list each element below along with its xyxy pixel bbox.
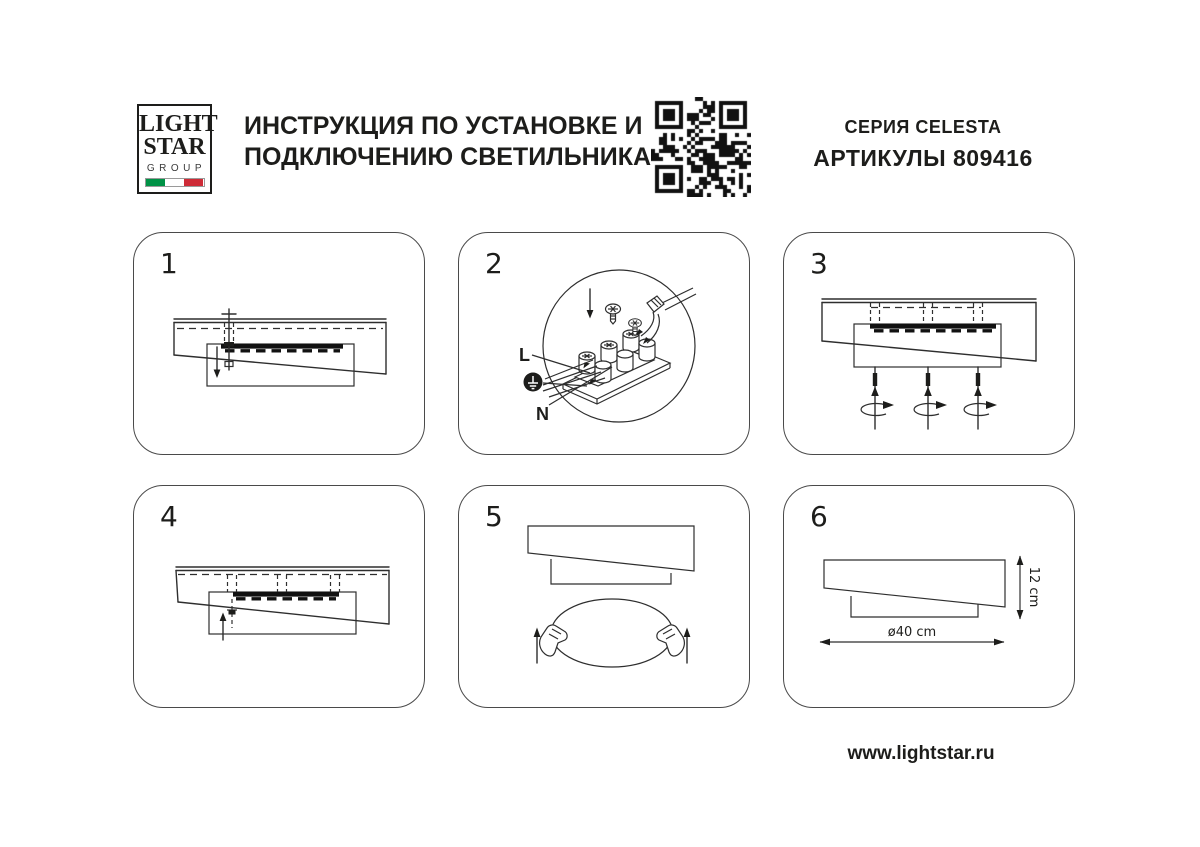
screw-channels — [871, 303, 983, 324]
lamp-body — [824, 560, 1005, 617]
lightstar-logo — [137, 104, 218, 194]
title-line-1: ИНСТРУКЦИЯ ПО УСТАНОВКЕ И — [244, 112, 643, 140]
height-dimension — [1017, 556, 1041, 620]
terminal-block — [563, 330, 670, 404]
logo-light-text: LIGHT — [139, 111, 218, 137]
label-neutral: N — [536, 404, 549, 424]
screw-icon — [974, 367, 982, 429]
diameter-dimension — [820, 625, 1005, 645]
terminal-icon — [601, 341, 617, 363]
step-panel-2 — [458, 232, 750, 455]
logo-group-text: GROUP — [146, 163, 207, 174]
step-number: 2 — [485, 247, 503, 280]
italian-flag-icon — [145, 178, 205, 187]
step-panel-1 — [133, 232, 425, 455]
articles-label: АРТИКУЛЫ 809416 — [813, 145, 1033, 171]
website-url: www.lightstar.ru — [847, 743, 995, 764]
terminal-icon — [617, 350, 633, 372]
screw-icon — [606, 304, 621, 324]
hand-icon — [657, 625, 685, 656]
product-info — [803, 117, 1043, 172]
step-number: 3 — [810, 247, 828, 280]
screw-icon — [924, 367, 932, 429]
diffuser — [551, 599, 673, 667]
mounting-screws — [861, 367, 997, 429]
down-arrow-icon — [214, 347, 221, 378]
down-arrow-icon — [587, 289, 594, 319]
screw-channels — [228, 575, 340, 592]
label-live: L — [519, 345, 530, 365]
step-panel-6 — [783, 485, 1075, 708]
step-number: 1 — [160, 247, 178, 280]
qr-code — [651, 97, 751, 197]
hand-icon — [540, 625, 568, 656]
page-title — [244, 111, 664, 173]
step-panel-5 — [458, 485, 750, 708]
series-label: СЕРИЯ CELESTA — [844, 117, 1002, 137]
lamp-body — [528, 526, 694, 584]
title-line-2: ПОДКЛЮЧЕНИЮ СВЕТИЛЬНИКА — [244, 143, 652, 171]
logo-star-text: STAR — [143, 134, 206, 160]
step-panel-4 — [133, 485, 425, 708]
ground-icon — [524, 373, 543, 392]
up-arrow-icon — [220, 613, 227, 641]
step-number: 4 — [160, 500, 178, 533]
step-number: 5 — [485, 500, 503, 533]
diameter-value: ø40 cm — [887, 625, 937, 640]
screw-icon — [871, 367, 879, 429]
rotation-arrow-icon — [914, 401, 947, 416]
step-number: 6 — [810, 500, 828, 533]
rotation-arrow-icon — [861, 401, 894, 416]
zoom-circle — [543, 270, 695, 422]
step-panel-3 — [783, 232, 1075, 455]
height-value: 12 cm — [1026, 566, 1041, 608]
screw-icon — [227, 599, 237, 628]
rotation-arrow-icon — [964, 401, 997, 416]
